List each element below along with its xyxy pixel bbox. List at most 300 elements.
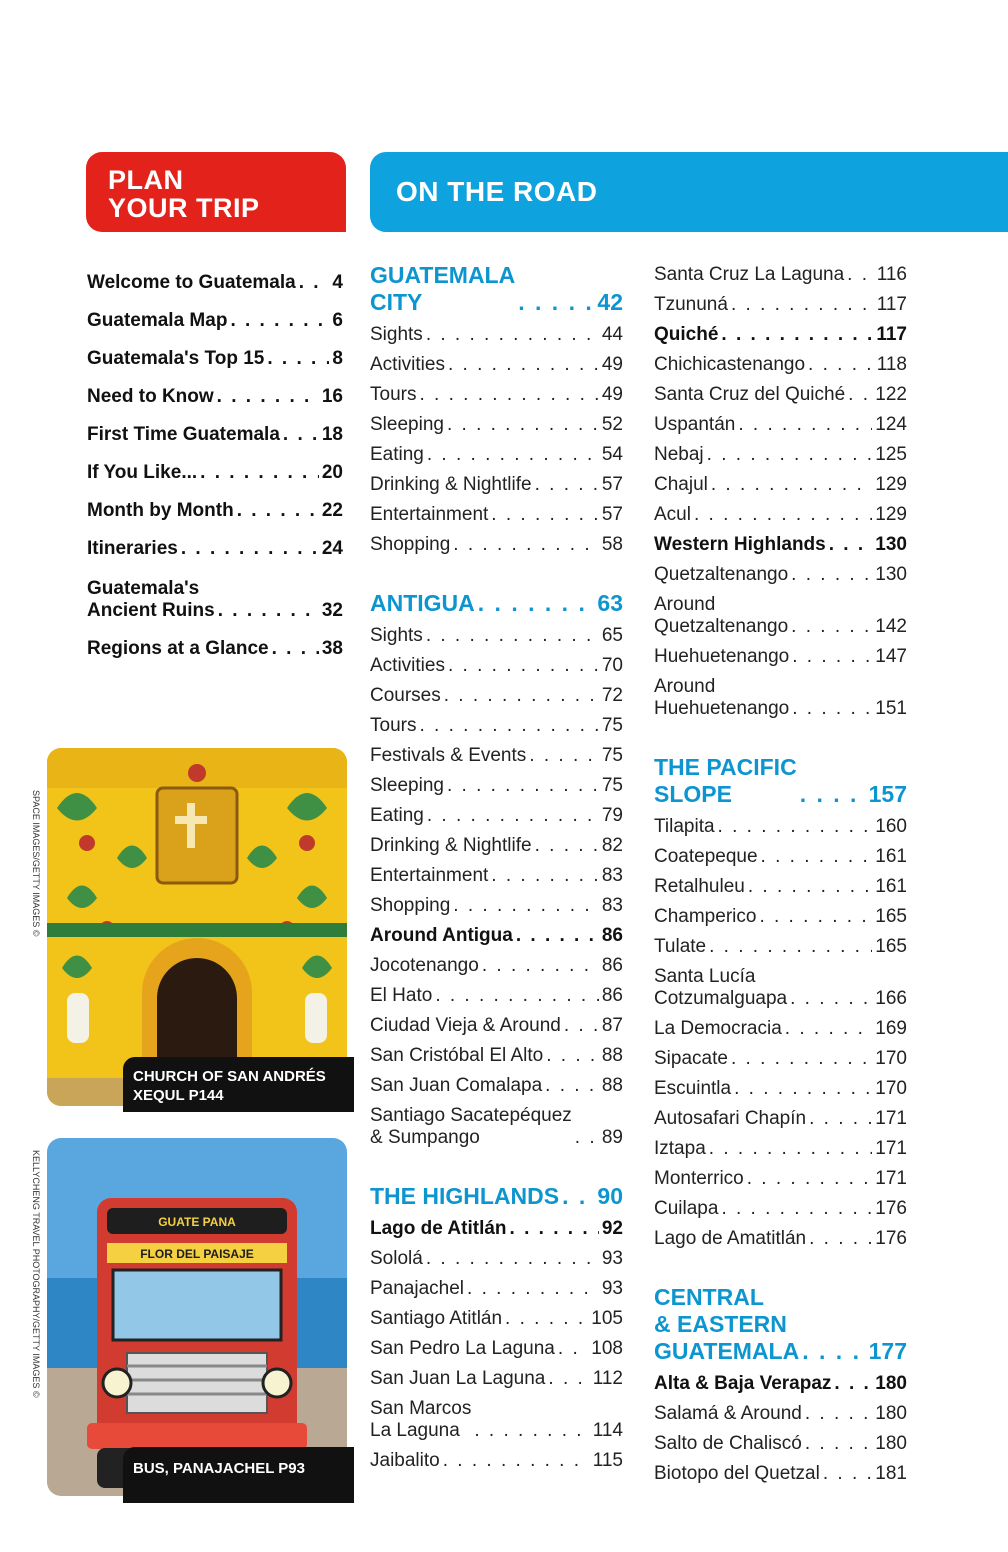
toc-entry-label: Salto de Chaliscó	[654, 1433, 802, 1454]
toc-entry-page: 165	[875, 906, 907, 927]
toc-entry[interactable]	[370, 1360, 623, 1390]
toc-entry[interactable]	[654, 1040, 907, 1070]
toc-entry[interactable]	[654, 808, 907, 838]
bus-illustration	[47, 1138, 347, 1496]
toc-entry[interactable]	[370, 1210, 623, 1240]
toc-entry-page: 170	[875, 1078, 907, 1099]
leader-dots	[546, 1045, 599, 1067]
toc-entry-label: Sights	[370, 324, 423, 345]
toc-entry-page: 86	[601, 985, 623, 1006]
leader-dots	[823, 1463, 872, 1485]
toc-entry-page: 6	[332, 310, 343, 331]
toc-entry[interactable]	[370, 1390, 623, 1442]
leader-dots	[558, 1338, 588, 1360]
toc-entry-page: 176	[875, 1228, 907, 1249]
toc-entry[interactable]	[654, 928, 907, 958]
leader-dots	[419, 715, 598, 737]
toc-entry[interactable]	[370, 857, 623, 887]
toc-entry-label: Western Highlands	[654, 534, 826, 555]
leader-dots	[731, 294, 874, 316]
toc-entry-label: San Juan Comalapa	[370, 1075, 543, 1096]
section-heading-label: GUATEMALA CITY	[370, 262, 516, 315]
toc-entry-page: 108	[591, 1338, 623, 1359]
toc-entry[interactable]	[654, 1395, 907, 1425]
section-gap	[654, 720, 907, 750]
leader-dots	[748, 876, 872, 898]
toc-entry-page: 151	[875, 698, 907, 719]
toc-entry[interactable]	[370, 947, 623, 977]
toc-entry[interactable]	[370, 707, 623, 737]
toc-entry-page: 83	[601, 895, 623, 916]
leader-dots	[709, 936, 872, 958]
toc-entry-page: 112	[592, 1368, 623, 1389]
toc-entry-label: Activities	[370, 354, 445, 375]
leader-dots	[505, 1308, 588, 1330]
toc-entry-label: Itineraries	[87, 538, 178, 559]
toc-entry-label: Santa Lucía Cotzumalguapa	[654, 966, 788, 1009]
toc-entry-page: 93	[601, 1278, 623, 1299]
leader-dots	[181, 538, 319, 560]
section-heading-label: CENTRAL & EASTERN GUATEMALA	[654, 1284, 800, 1364]
toc-entry[interactable]	[654, 1365, 907, 1395]
leader-dots	[721, 1198, 872, 1220]
toc-entry-label: Month by Month	[87, 500, 234, 521]
on-the-road-title: ON THE ROAD	[396, 176, 598, 207]
leader-dots	[718, 816, 873, 838]
toc-entry[interactable]	[654, 1160, 907, 1190]
toc-entry-page: 171	[875, 1168, 907, 1189]
toc-entry[interactable]	[370, 1442, 623, 1472]
toc-entry[interactable]	[87, 332, 343, 370]
toc-entry-page: 142	[875, 616, 907, 637]
toc-entry-label: Jocotenango	[370, 955, 479, 976]
toc-entry-label: Around Antigua	[370, 925, 513, 946]
section-heading[interactable]	[370, 258, 623, 316]
toc-entry-page: 75	[601, 775, 623, 796]
leader-dots	[200, 462, 319, 484]
leader-dots	[453, 534, 599, 556]
toc-entry-label: Guatemala's Ancient Ruins	[87, 578, 215, 621]
toc-entry[interactable]	[654, 496, 907, 526]
toc-entry[interactable]	[370, 376, 623, 406]
toc-entry-label: Shopping	[370, 534, 451, 555]
toc-entry[interactable]	[370, 1270, 623, 1300]
on-the-road-column-1	[370, 258, 623, 1472]
toc-entry-page: 79	[601, 805, 623, 826]
leader-dots	[267, 348, 329, 370]
leader-dots	[802, 1338, 865, 1365]
toc-entry-label: Drinking & Nightlife	[370, 835, 532, 856]
toc-entry-label: Courses	[370, 685, 441, 706]
toc-entry[interactable]	[654, 526, 907, 556]
toc-entry[interactable]	[654, 1190, 907, 1220]
toc-entry-page: 124	[875, 414, 907, 435]
plan-your-trip-header	[86, 152, 346, 232]
bus-sign-text: FLOR DEL PAISAJE	[140, 1247, 254, 1261]
toc-entry-label: Tilapita	[654, 816, 715, 837]
toc-entry[interactable]	[370, 1007, 623, 1037]
leader-dots	[443, 1450, 590, 1472]
toc-entry-label: Tours	[370, 384, 417, 405]
toc-entry-label: Around Quetzaltenango	[654, 594, 789, 637]
section-heading-label: THE HIGHLANDS	[370, 1183, 560, 1209]
leader-dots	[707, 444, 873, 466]
toc-entry-label: Sights	[370, 625, 423, 646]
toc-entry[interactable]	[87, 560, 343, 622]
toc-entry[interactable]	[654, 1220, 907, 1250]
toc-entry-label: First Time Guatemala	[87, 424, 280, 445]
toc-entry[interactable]	[87, 622, 343, 660]
leader-dots	[299, 272, 330, 294]
leader-dots	[759, 906, 872, 928]
section-heading-page: 177	[868, 1338, 907, 1364]
leader-dots	[800, 781, 866, 808]
toc-entry-label: Nebaj	[654, 444, 704, 465]
toc-entry-page: 169	[875, 1018, 907, 1039]
toc-entry-label: Acul	[654, 504, 691, 525]
toc-entry-page: 122	[875, 384, 907, 405]
toc-entry-page: 93	[601, 1248, 623, 1269]
section-heading[interactable]	[654, 750, 907, 808]
section-heading-page: 42	[597, 289, 623, 315]
section-gap	[654, 1250, 907, 1280]
toc-entry[interactable]	[370, 1330, 623, 1360]
bus-photo-credit: KELLYCHENG TRAVEL PHOTOGRAPHY/GETTY IMAGES ©	[31, 1150, 41, 1398]
toc-entry-label: Monterrico	[654, 1168, 744, 1189]
leader-dots	[805, 1433, 872, 1455]
toc-entry[interactable]	[370, 466, 623, 496]
toc-entry-page: 117	[876, 294, 907, 315]
toc-entry[interactable]	[654, 586, 907, 638]
toc-entry[interactable]	[370, 737, 623, 767]
toc-entry-page: 86	[601, 955, 623, 976]
toc-entry-page: 161	[875, 876, 907, 897]
leader-dots	[467, 1278, 599, 1300]
toc-entry[interactable]	[654, 958, 907, 1010]
toc-entry[interactable]	[654, 1455, 907, 1485]
leader-dots	[809, 1108, 872, 1130]
leader-dots	[747, 1168, 873, 1190]
toc-entry[interactable]	[87, 446, 343, 484]
toc-entry[interactable]	[87, 408, 343, 446]
church-caption: CHURCH OF SAN ANDRÉS XEQUL P144	[123, 1057, 354, 1112]
toc-entry-label: Huehuetenango	[654, 646, 790, 667]
toc-entry-page: 70	[601, 655, 623, 676]
toc-entry-label: Santa Cruz La Laguna	[654, 264, 845, 285]
toc-entry-page: 20	[321, 462, 343, 483]
toc-entry[interactable]	[370, 316, 623, 346]
toc-entry[interactable]	[370, 917, 623, 947]
plan-your-trip-title: PLAN YOUR TRIP	[108, 165, 260, 223]
toc-entry-page: 171	[875, 1108, 907, 1129]
plan-your-trip-list	[87, 256, 343, 660]
toc-entry-page: 160	[875, 816, 907, 837]
leader-dots	[448, 354, 599, 376]
leader-dots	[731, 1048, 872, 1070]
toc-entry-page: 171	[875, 1138, 907, 1159]
toc-entry-page: 32	[321, 600, 343, 621]
leader-dots	[427, 444, 599, 466]
toc-entry[interactable]	[654, 376, 907, 406]
leader-dots	[792, 646, 872, 668]
toc-entry[interactable]	[87, 484, 343, 522]
toc-entry[interactable]	[370, 647, 623, 677]
toc-entry[interactable]	[654, 638, 907, 668]
toc-entry-page: 24	[321, 538, 343, 559]
leader-dots	[694, 504, 872, 526]
leader-dots	[548, 1368, 589, 1390]
section-heading-label: THE PACIFIC SLOPE	[654, 754, 797, 807]
toc-entry-page: 57	[601, 474, 623, 495]
toc-entry-label: Lago de Amatitlán	[654, 1228, 807, 1249]
toc-entry[interactable]	[654, 316, 907, 346]
toc-entry-page: 83	[601, 865, 623, 886]
toc-entry-page: 130	[875, 534, 907, 555]
leader-dots	[491, 865, 599, 887]
leader-dots	[510, 1218, 599, 1240]
leader-dots	[809, 1228, 872, 1250]
leader-dots	[545, 1075, 599, 1097]
toc-entry[interactable]	[370, 1097, 623, 1149]
toc-entry-label: Need to Know	[87, 386, 214, 407]
toc-entry-label: Santa Cruz del Quiché	[654, 384, 846, 405]
toc-entry[interactable]	[87, 370, 343, 408]
toc-entry-label: Shopping	[370, 895, 451, 916]
toc-entry-label: Quetzaltenango	[654, 564, 789, 585]
section-gap	[370, 556, 623, 586]
toc-entry-label: Guatemala Map	[87, 310, 228, 331]
toc-entry-page: 129	[875, 504, 907, 525]
toc-entry-page: 49	[601, 384, 623, 405]
toc-entry-label: Festivals & Events	[370, 745, 527, 766]
toc-entry[interactable]	[654, 1070, 907, 1100]
toc-entry[interactable]	[370, 827, 623, 857]
toc-entry-label: Eating	[370, 805, 424, 826]
toc-entry-label: Welcome to Guatemala	[87, 272, 296, 293]
toc-entry[interactable]	[370, 1300, 623, 1330]
leader-dots	[218, 600, 319, 622]
toc-entry-page: 166	[875, 988, 907, 1009]
toc-entry-page: 130	[875, 564, 907, 585]
toc-entry-page: 105	[591, 1308, 623, 1329]
toc-entry-label: San Cristóbal El Alto	[370, 1045, 544, 1066]
leader-dots	[791, 616, 872, 638]
toc-entry[interactable]	[654, 1010, 907, 1040]
toc-entry-page: 181	[875, 1463, 907, 1484]
toc-entry[interactable]	[654, 256, 907, 286]
section-heading[interactable]	[654, 1280, 907, 1365]
toc-entry[interactable]	[654, 556, 907, 586]
toc-entry[interactable]	[654, 436, 907, 466]
bus-top-sign-text: GUATE PANA	[158, 1215, 236, 1229]
leader-dots	[848, 384, 872, 406]
toc-entry-label: Santiago Sacatepéquez & Sumpango	[370, 1105, 572, 1148]
toc-entry-label: Ciudad Vieja & Around	[370, 1015, 561, 1036]
leader-dots	[529, 745, 599, 767]
section-heading-page: 157	[868, 781, 907, 807]
toc-entry-label: Jaibalito	[370, 1450, 440, 1471]
leader-dots	[535, 474, 599, 496]
church-photo	[47, 748, 347, 1106]
leader-dots	[482, 955, 599, 977]
toc-entry-page: 114	[592, 1420, 623, 1441]
leader-dots	[761, 846, 873, 868]
leader-dots	[564, 1015, 599, 1037]
toc-entry-page: 87	[601, 1015, 623, 1036]
toc-entry-page: 75	[601, 715, 623, 736]
toc-entry-label: Entertainment	[370, 504, 489, 525]
toc-entry-page: 52	[601, 414, 623, 435]
toc-entry[interactable]	[370, 1240, 623, 1270]
leader-dots	[575, 1127, 599, 1149]
section-heading[interactable]	[370, 586, 623, 617]
toc-entry-label: Tulate	[654, 936, 707, 957]
toc-entry[interactable]	[654, 838, 907, 868]
toc-entry[interactable]	[654, 466, 907, 496]
toc-entry[interactable]	[370, 797, 623, 827]
toc-entry-page: 118	[876, 354, 907, 375]
toc-entry-label: Champerico	[654, 906, 757, 927]
leader-dots	[448, 655, 599, 677]
leader-dots	[785, 1018, 873, 1040]
leader-dots	[535, 835, 599, 857]
leader-dots	[230, 310, 329, 332]
bus-caption: BUS, PANAJACHEL P93	[123, 1447, 354, 1503]
on-the-road-column-2	[654, 256, 907, 1485]
toc-entry[interactable]	[370, 767, 623, 797]
toc-entry[interactable]	[370, 436, 623, 466]
toc-entry[interactable]	[370, 1037, 623, 1067]
toc-entry[interactable]	[370, 346, 623, 376]
toc-entry-label: Coatepeque	[654, 846, 758, 867]
section-gap	[370, 1149, 623, 1179]
toc-entry-label: Chajul	[654, 474, 708, 495]
toc-entry-label: Around Huehuetenango	[654, 676, 790, 719]
toc-entry-page: 72	[601, 685, 623, 706]
toc-entry[interactable]	[87, 294, 343, 332]
toc-entry[interactable]	[654, 1130, 907, 1160]
section-heading-label: ANTIGUA	[370, 590, 475, 616]
section-heading-page: 90	[597, 1183, 623, 1209]
toc-entry-page: 115	[592, 1450, 623, 1471]
toc-entry-label: Panajachel	[370, 1278, 465, 1299]
toc-entry-page: 88	[601, 1075, 623, 1096]
leader-dots	[738, 414, 872, 436]
toc-entry-label: If You Like...	[87, 462, 198, 483]
toc-entry-label: Quiché	[654, 324, 719, 345]
leader-dots	[491, 504, 599, 526]
toc-entry-label: Alta & Baja Verapaz	[654, 1373, 832, 1394]
toc-entry-page: 117	[876, 324, 907, 345]
toc-entry[interactable]	[370, 677, 623, 707]
toc-entry[interactable]	[654, 346, 907, 376]
toc-entry-label: Regions at a Glance	[87, 638, 269, 659]
section-heading[interactable]	[370, 1179, 623, 1210]
toc-entry-label: Santiago Atitlán	[370, 1308, 503, 1329]
toc-entry-label: Chichicastenango	[654, 354, 806, 375]
toc-entry-label: San Marcos La Laguna	[370, 1398, 472, 1441]
leader-dots	[721, 324, 873, 346]
toc-entry-label: Salamá & Around	[654, 1403, 802, 1424]
toc-entry-page: 38	[321, 638, 343, 659]
toc-entry-page: 88	[601, 1045, 623, 1066]
leader-dots	[444, 685, 599, 707]
toc-entry-page: 58	[601, 534, 623, 555]
leader-dots	[792, 698, 872, 720]
toc-entry[interactable]	[370, 977, 623, 1007]
toc-entry-label: Sleeping	[370, 775, 444, 796]
bus-photo	[47, 1138, 347, 1496]
leader-dots	[834, 1373, 872, 1395]
toc-entry[interactable]	[370, 526, 623, 556]
toc-entry[interactable]	[654, 868, 907, 898]
toc-entry[interactable]	[370, 887, 623, 917]
section-heading-page: 63	[597, 590, 623, 616]
toc-entry-label: San Pedro La Laguna	[370, 1338, 555, 1359]
leader-dots	[426, 625, 599, 647]
leader-dots	[562, 1183, 594, 1210]
toc-entry[interactable]	[87, 522, 343, 560]
toc-entry-page: 82	[601, 835, 623, 856]
leader-dots	[435, 985, 599, 1007]
toc-entry-page: 89	[601, 1127, 623, 1148]
toc-entry-label: Biotopo del Quetzal	[654, 1463, 820, 1484]
toc-entry[interactable]	[370, 1067, 623, 1097]
toc-entry[interactable]	[370, 496, 623, 526]
toc-entry-page: 116	[876, 264, 907, 285]
toc-entry-page: 86	[601, 925, 623, 946]
toc-entry[interactable]	[654, 668, 907, 720]
church-photo-credit: SPACE IMAGES/GETTY IMAGES ©	[31, 790, 41, 937]
toc-entry[interactable]	[654, 898, 907, 928]
toc-entry-label: Entertainment	[370, 865, 489, 886]
toc-entry-page: 75	[601, 745, 623, 766]
toc-entry-page: 170	[875, 1048, 907, 1069]
on-the-road-header	[370, 152, 1008, 232]
toc-entry-page: 147	[875, 646, 907, 667]
leader-dots	[709, 1138, 873, 1160]
leader-dots	[426, 324, 599, 346]
toc-entry-page: 57	[601, 504, 623, 525]
toc-entry-label: Tzununá	[654, 294, 728, 315]
toc-entry-label: Uspantán	[654, 414, 736, 435]
toc-entry[interactable]	[654, 286, 907, 316]
toc-entry-page: 180	[875, 1433, 907, 1454]
toc-entry[interactable]	[370, 406, 623, 436]
toc-entry-page: 180	[875, 1403, 907, 1424]
leader-dots	[283, 424, 319, 446]
toc-entry-page: 161	[875, 846, 907, 867]
toc-entry[interactable]	[87, 256, 343, 294]
toc-entry-page: 180	[875, 1373, 907, 1394]
leader-dots	[516, 925, 599, 947]
toc-entry-label: Autosafari Chapín	[654, 1108, 807, 1129]
toc-entry-page: 8	[332, 348, 343, 369]
leader-dots	[447, 414, 599, 436]
leader-dots	[518, 289, 594, 316]
toc-entry-page: 65	[601, 625, 623, 646]
toc-entry[interactable]	[654, 406, 907, 436]
leader-dots	[711, 474, 872, 496]
toc-entry[interactable]	[654, 1425, 907, 1455]
toc-entry-page: 22	[321, 500, 343, 521]
toc-entry-label: Iztapa	[654, 1138, 706, 1159]
toc-entry-page: 176	[875, 1198, 907, 1219]
toc-entry-page: 54	[601, 444, 623, 465]
toc-entry[interactable]	[654, 1100, 907, 1130]
toc-entry[interactable]	[370, 617, 623, 647]
leader-dots	[453, 895, 599, 917]
